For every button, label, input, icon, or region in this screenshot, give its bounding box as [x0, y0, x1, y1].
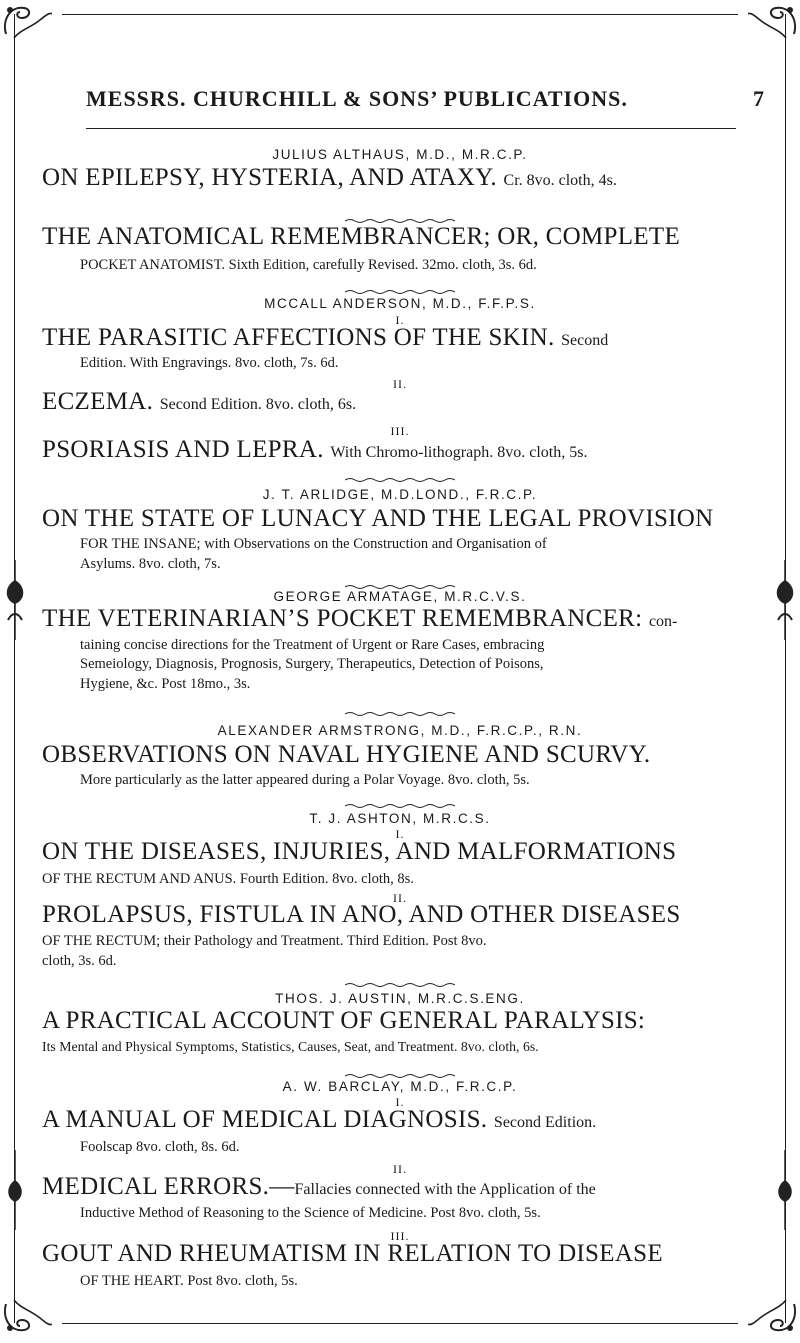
roman-numeral: II.: [393, 1162, 407, 1176]
book-title: [42, 164, 617, 192]
book-description-line: FOR THE INSANE; with Observations on the Construction and Organisation of: [80, 536, 547, 552]
header-rule: [86, 128, 736, 129]
corner-ornament-bottom-left-icon: [0, 1296, 52, 1338]
corner-ornament-top-right-icon: [748, 0, 800, 42]
title-text: A MANUAL OF MEDICAL DIAGNOSIS.: [42, 1106, 488, 1133]
author-heading: T. J. ASHTON, M.R.C.S.: [309, 811, 491, 826]
book-description-line: Its Mental and Physical Symptoms, Statistics, Causes, Seat, and Treatment. 8vo. cloth, 6s.: [42, 1039, 539, 1054]
book-title: ON THE DISEASES, INJURIES, AND MALFORMATIONS: [42, 838, 677, 865]
title-text: THE VETERINARIAN’S POCKET REMEMBRANCER:: [42, 605, 643, 632]
roman-numeral: II.: [393, 891, 407, 905]
title-tail: Second: [561, 332, 609, 349]
wavy-divider: [345, 282, 455, 288]
corner-ornament-bottom-right-icon: [748, 1296, 800, 1338]
book-title: [42, 605, 677, 633]
roman-numeral: I.: [395, 827, 405, 841]
wavy-divider: [345, 577, 455, 583]
author-heading: GEORGE ARMATAGE, M.R.C.V.S.: [273, 589, 527, 604]
book-description-line: POCKET ANATOMIST. Sixth Edition, carefully Revised. 32mo. cloth, 3s. 6d.: [80, 257, 537, 273]
book-description-line: Semeiology, Diagnosis, Prognosis, Surgery, Therapeutics, Detection of Poisons,: [80, 656, 544, 672]
book-description-line: taining concise directions for the Treatment of Urgent or Rare Cases, embracing: [80, 637, 545, 653]
book-title: [42, 1173, 596, 1201]
title-tail: Second Edition.: [493, 1114, 597, 1131]
title-tail: With Chromo-lithograph. 8vo. cloth, 5s.: [330, 444, 588, 461]
book-title: [42, 324, 608, 352]
title-text: MEDICAL ERRORS.—: [42, 1173, 295, 1200]
title-text: THE PARASITIC AFFECTIONS OF THE SKIN.: [42, 324, 555, 351]
book-description-line: Inductive Method of Reasoning to the Science of Medicine. Post 8vo. cloth, 5s.: [80, 1205, 541, 1221]
page-number: 7: [753, 86, 764, 111]
book-title: THE ANATOMICAL REMEMBRANCER; OR, COMPLETE: [42, 223, 681, 250]
frame-bottom-rule: [62, 1323, 738, 1324]
roman-numeral: III.: [390, 424, 410, 438]
author-heading: J. T. ARLIDGE, M.D.LOND., F.R.C.P.: [262, 487, 538, 502]
title-tail: Cr. 8vo. cloth, 4s.: [503, 172, 617, 189]
wavy-divider: [345, 470, 455, 476]
running-header: [86, 86, 764, 120]
author-heading: MCCALL ANDERSON, M.D., F.F.P.S.: [264, 296, 536, 311]
roman-numeral: I.: [395, 1095, 405, 1109]
book-description-line: Edition. With Engravings. 8vo. cloth, 7s. 6d.: [80, 355, 339, 371]
title-tail: Fallacies connected with the Application of the: [294, 1181, 596, 1198]
frame-left-rule: [14, 14, 15, 1323]
book-title: [42, 436, 587, 464]
book-description-line: OF THE RECTUM; their Pathology and Treatment. Third Edition. Post 8vo.: [42, 933, 487, 949]
wavy-divider: [345, 1066, 455, 1072]
book-title: OBSERVATIONS ON NAVAL HYGIENE AND SCURVY.: [42, 741, 651, 768]
book-description-line: Hygiene, &c. Post 18mo., 3s.: [80, 676, 251, 692]
wavy-divider: [345, 975, 455, 981]
book-description-line: More particularly as the latter appeared during a Polar Voyage. 8vo. cloth, 5s.: [80, 772, 530, 788]
roman-numeral: I.: [395, 313, 405, 327]
title-text: PSORIASIS AND LEPRA.: [42, 436, 324, 463]
book-title: GOUT AND RHEUMATISM IN RELATION TO DISEASE: [42, 1240, 663, 1267]
book-title: PROLAPSUS, FISTULA IN ANO, AND OTHER DISEASES: [42, 901, 681, 928]
author-heading: ALEXANDER ARMSTRONG, M.D., F.R.C.P., R.N.: [217, 723, 583, 738]
book-description-line: Foolscap 8vo. cloth, 8s. 6d.: [80, 1139, 240, 1155]
title-text: ON EPILEPSY, HYSTERIA, AND ATAXY.: [42, 164, 497, 191]
book-description-line: cloth, 3s. 6d.: [42, 953, 117, 969]
author-heading: JULIUS ALTHAUS, M.D., M.R.C.P.: [272, 147, 528, 162]
title-tail: con-: [648, 613, 678, 630]
roman-numeral: II.: [393, 377, 407, 391]
corner-ornament-top-left-icon: [0, 0, 52, 42]
title-tail: Second Edition. 8vo. cloth, 6s.: [159, 396, 357, 413]
frame-top-rule: [62, 14, 738, 15]
book-title: [42, 1106, 596, 1134]
wavy-divider: [345, 796, 455, 802]
book-description-line: OF THE HEART. Post 8vo. cloth, 5s.: [80, 1273, 298, 1289]
frame-right-rule: [785, 14, 786, 1323]
book-description-line: Asylums. 8vo. cloth, 7s.: [80, 556, 221, 572]
author-heading: A. W. BARCLAY, M.D., F.R.C.P.: [282, 1079, 518, 1094]
title-text: ECZEMA.: [42, 388, 154, 415]
roman-numeral: III.: [390, 1229, 410, 1243]
book-description-line: OF THE RECTUM AND ANUS. Fourth Edition. 8vo. cloth, 8s.: [42, 871, 414, 887]
header-title: MESSRS. CHURCHILL & SONS’ PUBLICATIONS.: [86, 86, 628, 111]
book-title: [42, 388, 356, 416]
book-title: A PRACTICAL ACCOUNT OF GENERAL PARALYSIS:: [42, 1007, 646, 1034]
wavy-divider: [345, 704, 455, 710]
wavy-divider: [345, 211, 455, 217]
book-title: ON THE STATE OF LUNACY AND THE LEGAL PROVISION: [42, 505, 714, 532]
author-heading: THOS. J. AUSTIN, M.R.C.S.ENG.: [275, 991, 525, 1006]
